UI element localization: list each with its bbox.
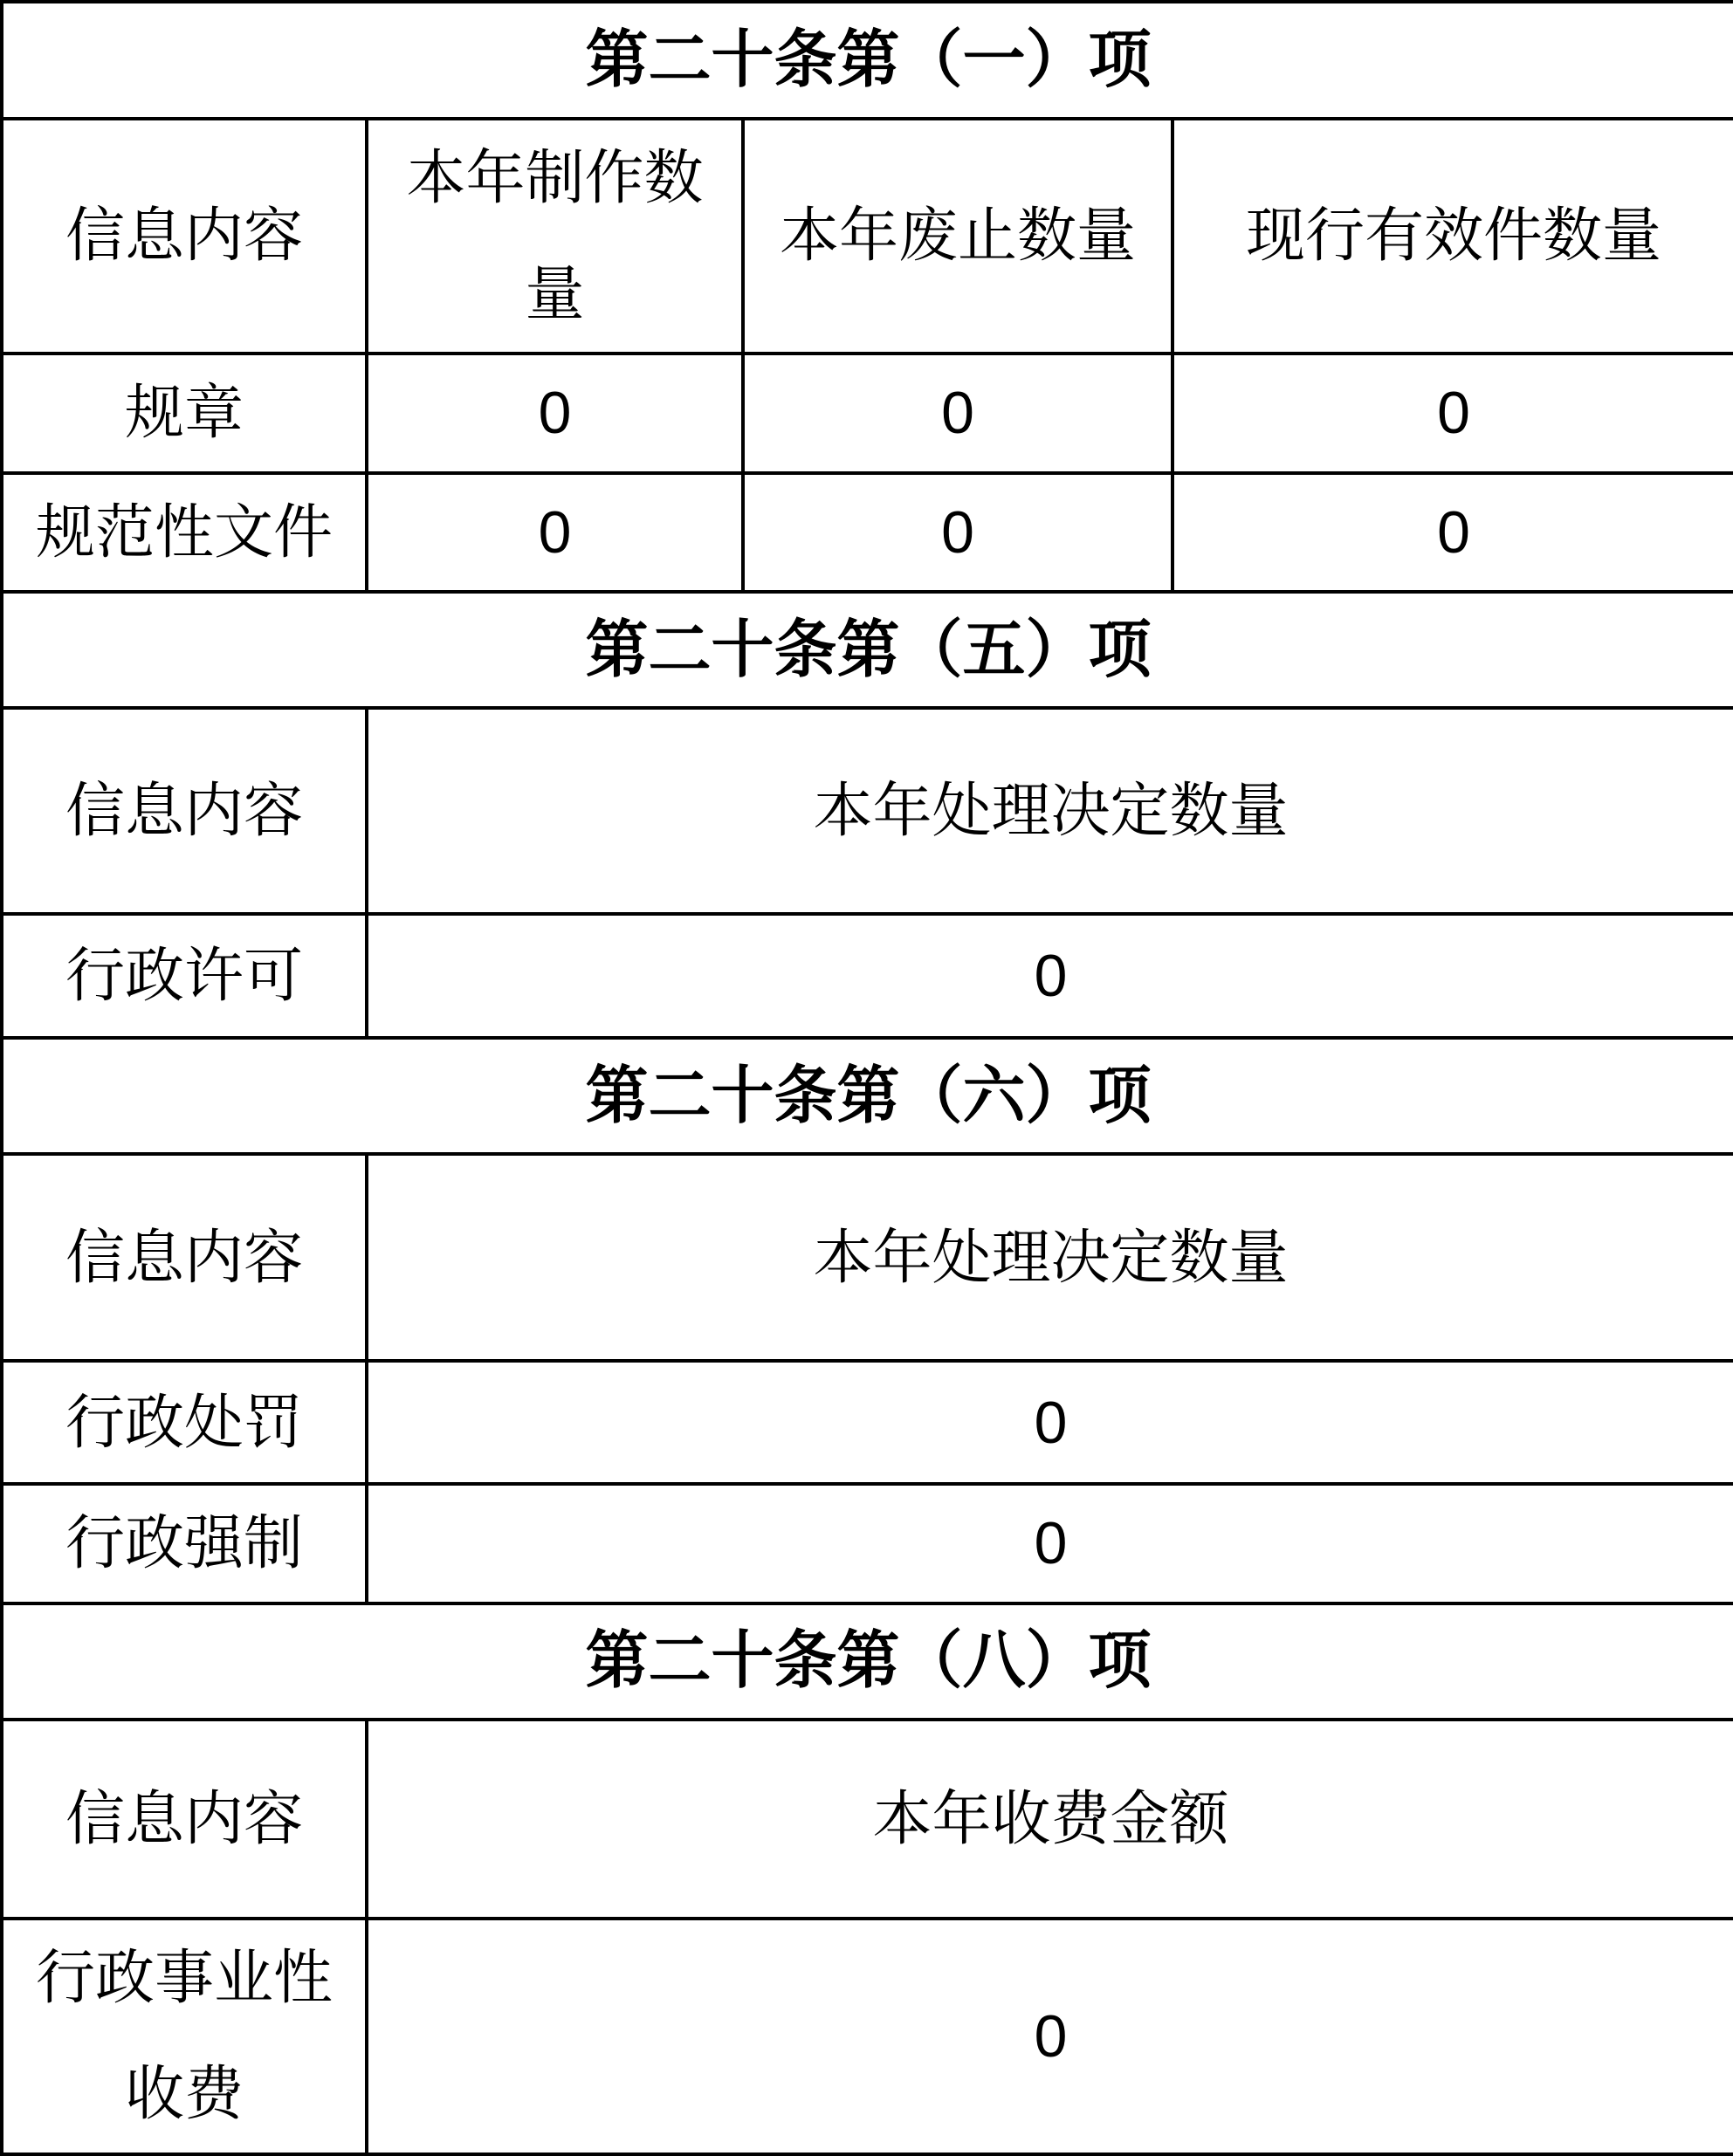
row-label: 行政许可 — [2, 914, 367, 1038]
section-8-title-row — [2, 1603, 1733, 1720]
table-row-administrative-coercion — [2, 1484, 1733, 1603]
cell-value: 0 — [1173, 473, 1733, 593]
section-8-title: 第二十条第（八）项 — [2, 1603, 1733, 1720]
table-row-rules — [2, 354, 1733, 473]
table-row-administrative-fees — [2, 1919, 1733, 2154]
section-1-header-row — [2, 119, 1733, 354]
cell-value: 0 — [743, 354, 1173, 473]
cell-value: 0 — [367, 914, 1733, 1038]
section-5-header-info: 信息内容 — [2, 708, 367, 914]
section-1-title: 第二十条第（一）项 — [2, 2, 1733, 119]
cell-value: 0 — [367, 1361, 1733, 1484]
table-row-administrative-license — [2, 914, 1733, 1038]
cell-value: 0 — [367, 473, 743, 593]
cell-value: 0 — [743, 473, 1173, 593]
section-5-header-row — [2, 708, 1733, 914]
section-6-header-decisions: 本年处理决定数量 — [367, 1154, 1733, 1361]
section-1-header-info: 信息内容 — [2, 119, 367, 354]
cell-value: 0 — [367, 354, 743, 473]
cell-value: 0 — [367, 1484, 1733, 1603]
section-1-title-row — [2, 2, 1733, 119]
table-row-normative-documents — [2, 473, 1733, 593]
section-5-title: 第二十条第（五）项 — [2, 592, 1733, 708]
table-row-administrative-penalty — [2, 1361, 1733, 1484]
section-6-header-row — [2, 1154, 1733, 1361]
section-6-header-info: 信息内容 — [2, 1154, 367, 1361]
row-label: 行政强制 — [2, 1484, 367, 1603]
section-8-header-row — [2, 1720, 1733, 1919]
section-8-header-info: 信息内容 — [2, 1720, 367, 1919]
row-label: 规章 — [2, 354, 367, 473]
section-1-header-effective: 现行有效件数量 — [1173, 119, 1733, 354]
section-5-title-row — [2, 592, 1733, 708]
row-label: 规范性文件 — [2, 473, 367, 593]
cell-value: 0 — [1173, 354, 1733, 473]
section-1-header-abolished: 本年废止数量 — [743, 119, 1173, 354]
section-8-header-fees: 本年收费金额 — [367, 1720, 1733, 1919]
section-5-header-decisions: 本年处理决定数量 — [367, 708, 1733, 914]
row-label: 行政处罚 — [2, 1361, 367, 1484]
section-6-title: 第二十条第（六）项 — [2, 1038, 1733, 1154]
section-6-title-row — [2, 1038, 1733, 1154]
row-label: 行政事业性收费 — [2, 1919, 367, 2154]
section-1-header-made: 本年制作数量 — [367, 119, 743, 354]
cell-value: 0 — [367, 1919, 1733, 2154]
